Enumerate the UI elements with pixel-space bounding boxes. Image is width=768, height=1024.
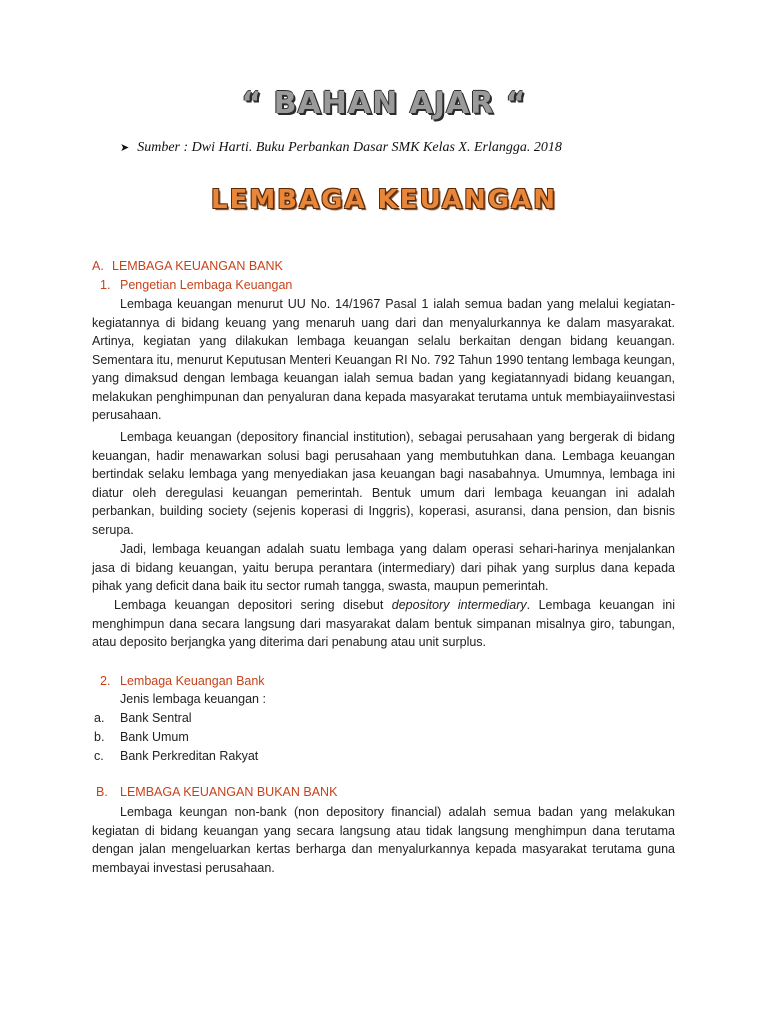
- paragraph-4-text-end: . Lembaga keuangan ini menghimpun dana secara langsung dari masyarakat dalam bentuk simpanan misalnya giro, tabungan, atau deposito berjangka yang diterima dari penabung atau unit surplus.: [92, 598, 675, 649]
- subsection-1-number: 1.: [100, 278, 111, 292]
- source-text: Sumber : Dwi Harti. Buku Perbankan Dasar SMK Kelas X. Erlangga. 2018: [137, 140, 562, 155]
- list-item-letter: c.: [94, 749, 104, 763]
- paragraph-4: [92, 596, 675, 652]
- wordart-heading: LEMBAGA KEUANGAN: [211, 185, 557, 215]
- arrow-bullet-icon: ➤: [120, 142, 130, 154]
- list-item: [94, 749, 258, 763]
- list-item-label: Bank Umum: [120, 730, 189, 744]
- paragraph-3-text: Jadi, lembaga keuangan adalah suatu lembaga yang dalam operasi sehari-harinya menjalankan jasa di bidang keuangan, yaitu berupa perantara (intermediary) dari pihak yang surplus dana kepada pihak yang deficit dana baik itu sector rumah tangga, swasta, maupun pemerintah.: [92, 542, 675, 593]
- paragraph-5-text: Lembaga keungan non-bank (non depository financial) adalah semua badan yang melakukan kegiatan di bidang keuangan yang secara langsung atau tidak langsung menghimpun dana terutama dengan jalan mengeluarkan kertas berharga dan menyalurkannya kepada masyarakat terutama guna membayai investasi perusahaan.: [92, 805, 675, 875]
- subsection-1-title: Pengetian Lembaga Keuangan: [120, 278, 293, 292]
- section-b-heading: [96, 785, 337, 799]
- paragraph-1-text: Lembaga keuangan menurut UU No. 14/1967 Pasal 1 ialah semua badan yang melalui kegiatan-kegiatannya di bidang keuang yang menaruh uang dari dan menyalurkannya ke dalam masyarakat. Artinya, kegiatan yang dilakukan lembaga keuangan selalu berkaitan dengan bidang keuangan. Sementara itu, menurut Keputusan Menteri Keuangan RI No. 792 Tahun 1990 tentang lembaga keungan, yang dimaksud dengan lembaga keuangan ialah semua badan yang kegiatannyadi bidang keuangan, melakukan penghimpunan dan penyaluran dana kepada masyarakat terutama untuk membiayaiinvestasi perusahaan.: [92, 297, 675, 422]
- list-item-label: Bank Sentral: [120, 711, 192, 725]
- page-title: “ BAHAN AJAR “: [241, 86, 527, 121]
- paragraph-1: [92, 295, 675, 425]
- section-a-letter: A.: [92, 259, 104, 273]
- paragraph-4-text-start: Lembaga keuangan depositori sering disebut: [114, 598, 392, 612]
- paragraph-2: [92, 428, 675, 539]
- paragraph-3: [92, 540, 675, 596]
- section-a-title: LEMBAGA KEUANGAN BANK: [112, 259, 283, 273]
- list-item-letter: a.: [94, 711, 105, 725]
- list-item-label: Bank Perkreditan Rakyat: [120, 749, 259, 763]
- paragraph-5: [92, 803, 675, 877]
- section-a-heading: [92, 259, 283, 273]
- subsection-2-number: 2.: [100, 674, 111, 688]
- list-item: [94, 730, 189, 744]
- subsection-2-heading: [100, 674, 265, 688]
- source-citation: [120, 140, 680, 156]
- subsection-1-heading: [100, 278, 292, 292]
- section-b-title: LEMBAGA KEUANGAN BUKAN BANK: [120, 785, 338, 799]
- section-b-letter: B.: [96, 785, 108, 799]
- paragraph-2-text: Lembaga keuangan (depository financial institution), sebagai perusahaan yang bergerak di bidang keuangan, hadir menawarkan solusi bagi perusahaan yang membutuhkan dana. Lembaga keuangan bertindak selaku lembaga yang menyediakan jasa keuangan bagi nasabahnya. Umumnya, lembaga ini diatur oleh deregulasi keuangan pemerintah. Bentuk umum dari lembaga keuangan ini adalah perbankan, building society (sejenis koperasi di Inggris), koperasi, asuransi, dana pension, dan bisnis serupa.: [92, 430, 675, 537]
- subsection-2-title: Lembaga Keuangan Bank: [120, 674, 265, 688]
- list-item: [94, 711, 192, 725]
- bank-types-intro: Jenis lembaga keuangan :: [120, 692, 266, 706]
- list-item-letter: b.: [94, 730, 105, 744]
- paragraph-4-italic-term: depository intermediary: [391, 598, 527, 612]
